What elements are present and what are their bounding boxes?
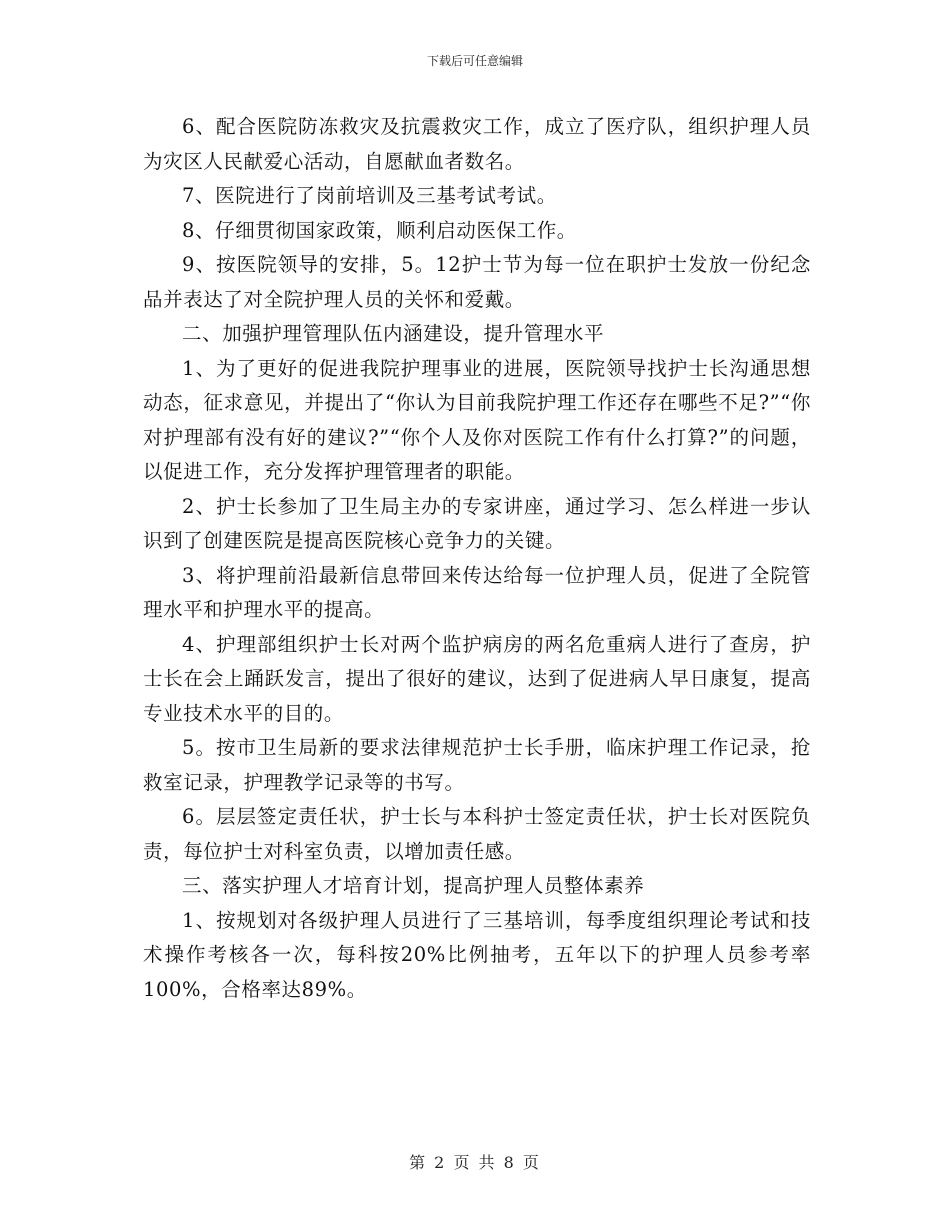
paragraph: 8、仔细贯彻国家政策，顺利启动医保工作。 xyxy=(182,218,577,242)
page-number: 第 2 页 共 8 页 xyxy=(409,1153,541,1172)
paragraph: 1、按规划对各级护理人员进行了三基培训，每季度组织理论考试和技术操作考核各一次，每科按20%比例抽考，五年以下的护理人员参考率100%，合格率达89%。 xyxy=(143,908,811,1001)
paragraph: 2、护士长参加了卫生局主办的专家讲座，通过学习、怎么样进一步认识到了创建医院是提高医院核心竞争力的关键。 xyxy=(143,494,811,552)
page-header: 下载后可任意编辑 xyxy=(426,54,523,68)
section-heading: 二、加强护理管理队伍内涵建设，提升管理水平 xyxy=(182,322,605,345)
paragraph: 5。按市卫生局新的要求法律规范护士长手册，临床护理工作记录，抢救室记录，护理教学记录等的书写。 xyxy=(143,736,811,794)
paragraph: 6。层层签定责任状，护士长与本科护士签定责任状，护士长对医院负责，每位护士对科室负责，以增加责任感。 xyxy=(143,805,811,863)
section-heading: 三、落实护理人才培育计划，提高护理人员整体素养 xyxy=(182,874,645,897)
document-body xyxy=(143,110,811,1007)
paragraph: 1、为了更好的促进我院护理事业的进展，医院领导找护士长沟通思想动态，征求意见，并提出了“你认为目前我院护理工作还存在哪些不足?”“你对护理部有没有好的建议?”“你个人及你对医院工作有什么打算?”的问题，以促进工作，充分发挥护理管理者的职能。 xyxy=(143,356,811,483)
paragraph: 6、配合医院防冻救灾及抗震救灾工作，成立了医疗队，组织护理人员为灾区人民献爱心活动，自愿献血者数名。 xyxy=(143,115,811,173)
paragraph: 9、按医院领导的安排，5。12护士节为每一位在职护士发放一份纪念品并表达了对全院护理人员的关怀和爱戴。 xyxy=(143,253,811,311)
paragraph: 4、护理部组织护士长对两个监护病房的两名危重病人进行了查房，护士长在会上踊跃发言，提出了很好的建议，达到了促进病人早日康复，提高专业技术水平的目的。 xyxy=(143,632,811,725)
paragraph: 7、医院进行了岗前培训及三基考试考试。 xyxy=(182,184,557,207)
paragraph: 3、将护理前沿最新信息带回来传达给每一位护理人员，促进了全院管理水平和护理水平的提高。 xyxy=(143,563,811,621)
